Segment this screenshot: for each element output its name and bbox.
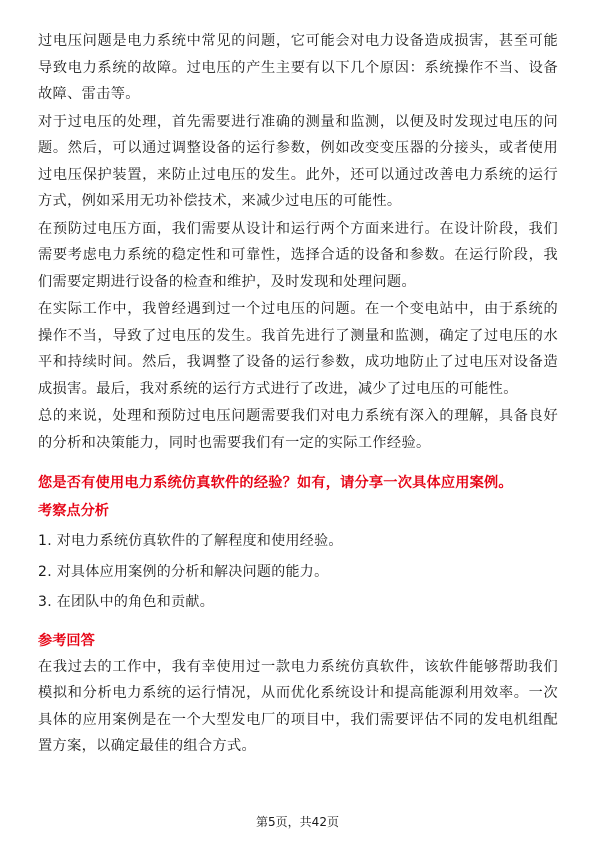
question-heading: 您是否有使用电力系统仿真软件的经验？如有，请分享一次具体应用案例。 <box>38 475 513 491</box>
analysis-point-list <box>38 526 558 618</box>
body-paragraph: 在预防过电压方面，我们需要从设计和运行两个方面来进行。在设计阶段，我们需要考虑电力系统的稳定性和可靠性，选择合适的设备和参数。在运行阶段，我们需要定期进行设备的检查和维护，及时发现和处理问题。 <box>38 220 558 290</box>
document-page <box>38 28 558 761</box>
body-paragraph: 过电压问题是电力系统中常见的问题，它可能会对电力设备造成损害，甚至可能导致电力系统的故障。过电压的产生主要有以下几个原因：系统操作不当、设备故障、雷击等。 <box>38 33 558 102</box>
analysis-point: 2. 对具体应用案例的分析和解决问题的能力。 <box>38 563 329 580</box>
analysis-heading: 考察点分析 <box>38 503 109 519</box>
page-number-footer: 第5页，共42页 <box>256 815 339 829</box>
body-paragraph: 在实际工作中，我曾经遇到过一个过电压的问题。在一个变电站中，由于系统的操作不当，导致了过电压的发生。我首先进行了测量和监测，确定了过电压的水平和持续时间。然后，我调整了设备的运行参数，成功地防止了过电压对设备造成损害。最后，我对系统的运行方式进行了改进，减少了过电压的可能性。 <box>38 301 558 397</box>
body-paragraph: 对于过电压的处理，首先需要进行准确的测量和监测，以便及时发现过电压的问题。然后，可以通过调整设备的运行参数，例如改变变压器的分接头，或者使用过电压保护装置，来防止过电压的发生。此外，还可以通过改善电力系统的运行方式，例如采用无功补偿技术，来减少过电压的可能性。 <box>38 113 558 209</box>
answer-heading: 参考回答 <box>38 632 95 649</box>
analysis-point: 1. 对电力系统仿真软件的了解程度和使用经验。 <box>38 533 343 549</box>
answer-paragraph: 在我过去的工作中，我有幸使用过一款电力系统仿真软件，该软件能够帮助我们模拟和分析电力系统的运行情况，从而优化系统设计和提高能源利用效率。一次具体的应用案例是在一个大型发电厂的项目中，我们需要评估不同的发电机组配置方案，以确定最佳的组合方式。 <box>38 658 558 754</box>
body-paragraph: 总的来说，处理和预防过电压问题需要我们对电力系统有深入的理解，具备良好的分析和决策能力，同时也需要我们有一定的实际工作经验。 <box>38 408 558 451</box>
analysis-point: 3. 在团队中的角色和贡献。 <box>38 594 215 610</box>
